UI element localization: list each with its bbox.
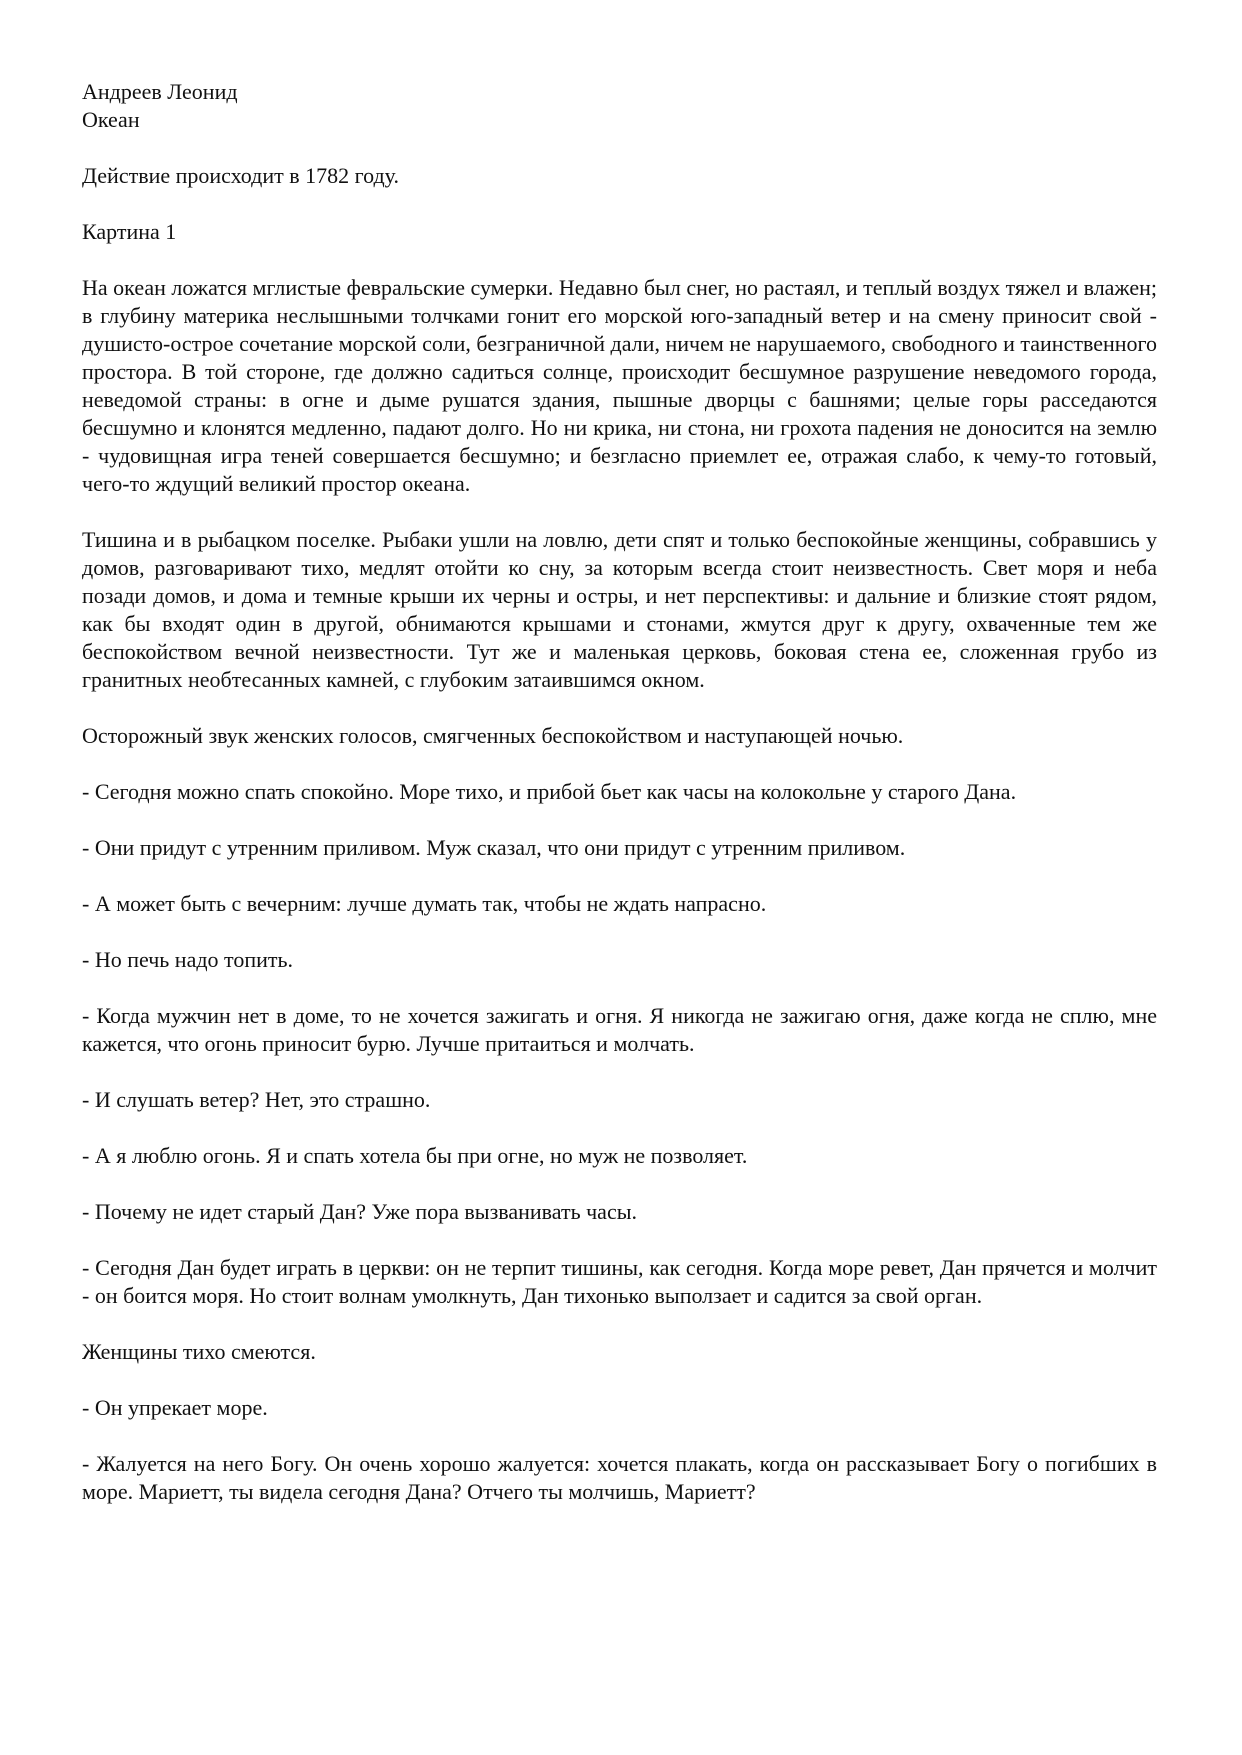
paragraph: - Он упрекает море. [82, 1395, 268, 1420]
paragraph: Осторожный звук женских голосов, смягченных беспокойством и наступающей ночью. [82, 723, 904, 748]
scene-heading: Картина 1 [82, 219, 177, 244]
paragraph: Тишина и в рыбацком поселке. Рыбаки ушли на ловлю, дети спят и только беспокойные женщины, собравшись у домов, разговаривают тихо, медлят отойти ко сну, за которым всегда стоит неизвестность. Свет моря и неба позади домов, и дома и темные крыши их черны и остры, и нет перспективы: и дальние и близкие стоят рядом, как бы входят один в другой, обнимаются крышами и стонами, жмутся друг к другу, охваченные тем же беспокойством вечной неизвестности. Тут же и маленькая церковь, боковая стена ее, сложенная грубо из гранитных необтесанных камней, с глубоким затаившимся окном. [82, 527, 1157, 692]
paragraph: - Жалуется на него Богу. Он очень хорошо жалуется: хочется плакать, когда он рассказывает Богу о погибших в море. Мариетт, ты видела сегодня Дана? Отчего ты молчишь, Мариетт? [82, 1451, 1157, 1504]
document-title: Океан [82, 107, 140, 132]
document-header [82, 78, 1157, 134]
paragraph: - А может быть с вечерним: лучше думать так, чтобы не ждать напрасно. [82, 891, 767, 916]
author-name: Андреев Леонид [82, 79, 238, 104]
paragraph: Женщины тихо смеются. [82, 1339, 316, 1364]
paragraph: - А я люблю огонь. Я и спать хотела бы при огне, но муж не позволяет. [82, 1143, 748, 1168]
paragraph: На океан ложатся мглистые февральские сумерки. Недавно был снег, но растаял, и теплый воздух тяжел и влажен; в глубину материка неслышными толчками гонит его морской юго-западный ветер и на смену приносит свой - душисто-острое сочетание морской соли, безграничной дали, ничем не нарушаемого, свободного и таинственного простора. В той стороне, где должно садиться солнце, происходит бесшумное разрушение неведомого города, неведомой страны: в огне и дыме рушатся здания, пышные дворцы с башнями; целые горы расседаются бесшумно и клонятся медленно, падают долго. Но ни крика, ни стона, ни грохота падения не доносится на землю - чудовищная игра теней совершается бесшумно; и безгласно приемлет ее, отражая слабо, к чему-то готовый, чего-то ждущий великий простор океана. [82, 275, 1157, 496]
setting-line: Действие происходит в 1782 году. [82, 163, 399, 188]
document-page [82, 78, 1157, 1534]
paragraph: - Они придут с утренним приливом. Муж сказал, что они придут с утренним приливом. [82, 835, 906, 860]
paragraph: - Почему не идет старый Дан? Уже пора вызванивать часы. [82, 1199, 637, 1224]
paragraph: - И слушать ветер? Нет, это страшно. [82, 1087, 431, 1112]
paragraph: - Но печь надо топить. [82, 947, 294, 972]
paragraph: - Сегодня можно спать спокойно. Море тихо, и прибой бьет как часы на колокольне у старого Дана. [82, 779, 1017, 804]
paragraph: - Когда мужчин нет в доме, то не хочется зажигать и огня. Я никогда не зажигаю огня, даже когда не сплю, мне кажется, что огонь приносит бурю. Лучше притаиться и молчать. [82, 1003, 1157, 1056]
paragraph: - Сегодня Дан будет играть в церкви: он не терпит тишины, как сегодня. Когда море ревет, Дан прячется и молчит - он боится моря. Но стоит волнам умолкнуть, Дан тихонько выползает и садится за свой орган. [82, 1255, 1157, 1308]
